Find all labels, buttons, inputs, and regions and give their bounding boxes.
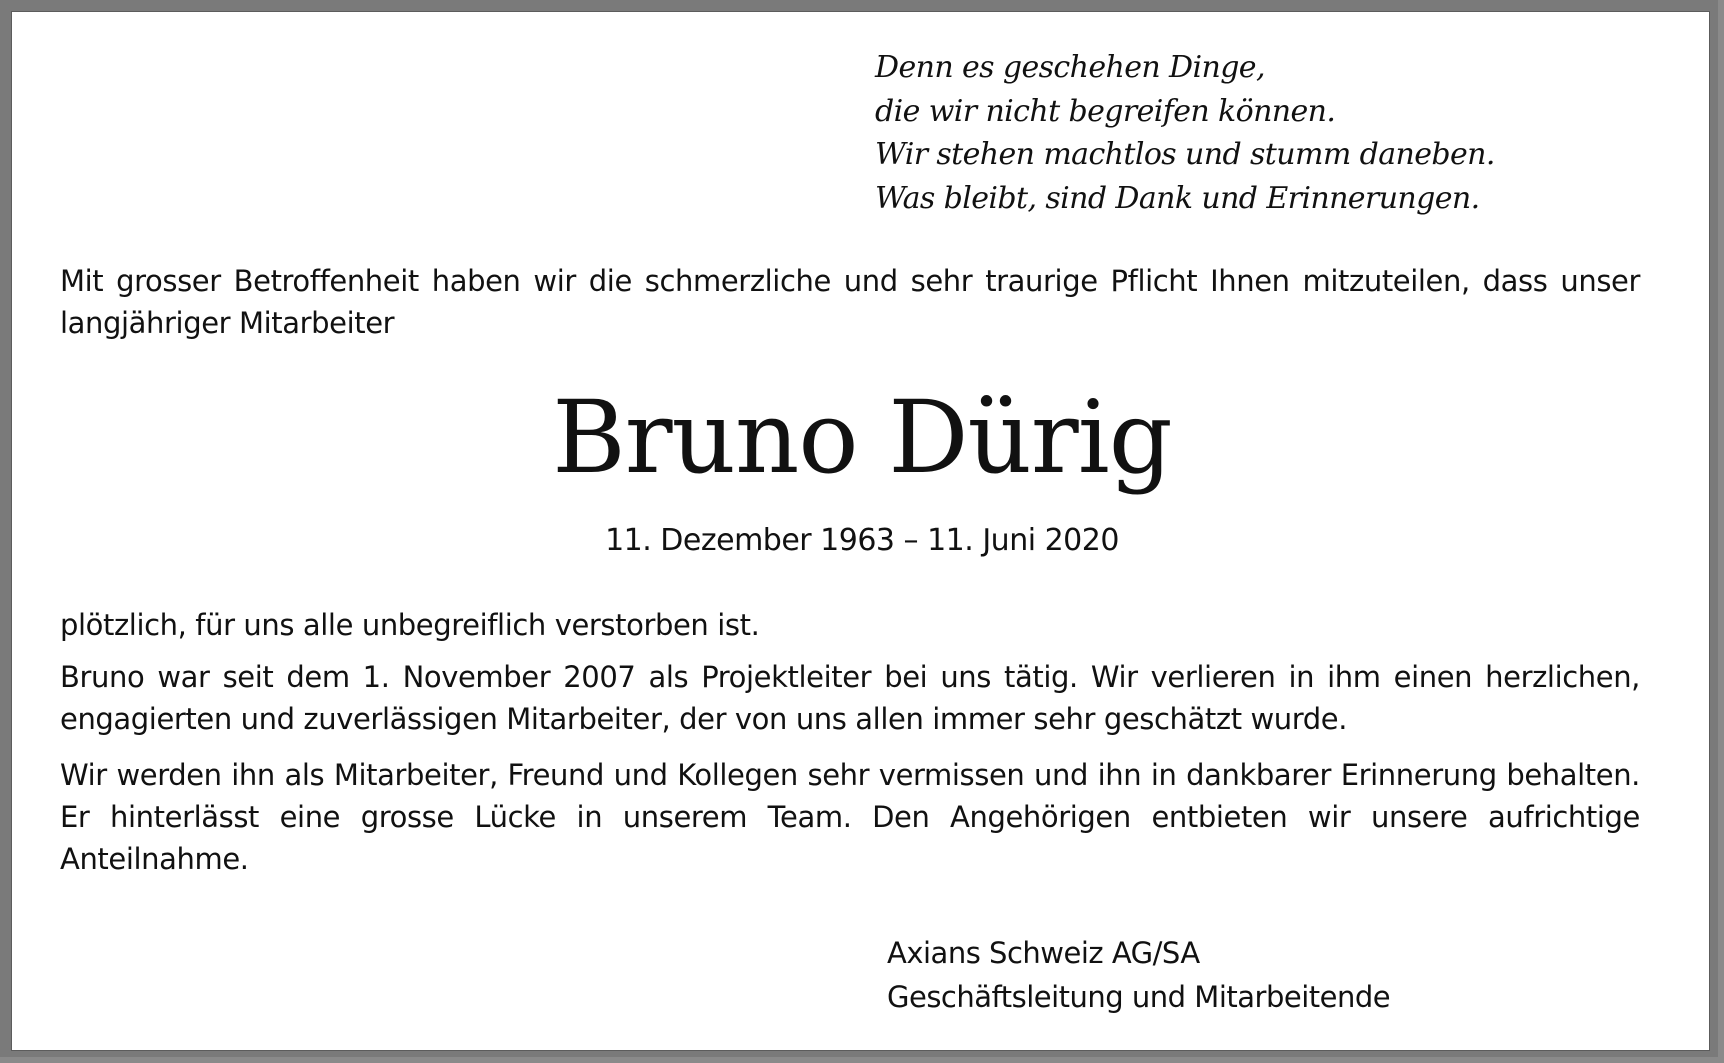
deceased-name: Bruno Dürig (552, 379, 1172, 496)
verse-line: Was bleibt, sind Dank und Erinnerungen. (875, 180, 1480, 216)
career-paragraph: Bruno war seit dem 1. November 2007 als Projektleiter bei uns tätig. Wir verlieren in ihm einen herzlichen, engagierten und zuverlässigen Mitarbeiter, der von uns allen immer sehr geschätzt wurde. (60, 660, 1640, 736)
death-paragraph: plötzlich, für uns alle unbegreiflich verstorben ist. (60, 608, 760, 642)
verse-line: Denn es geschehen Dinge, (875, 50, 1265, 85)
memorial-verse (875, 46, 1495, 220)
intro-paragraph: Mit grosser Betroffenheit haben wir die schmerzliche und sehr traurige Pflicht Ihnen mitzuteilen, dass unser langjähriger Mitarbeiter (60, 264, 1640, 340)
signatory-group: Geschäftsleitung und Mitarbeitende (887, 980, 1391, 1014)
company-name: Axians Schweiz AG/SA (887, 936, 1200, 970)
page-edge-bottom (0, 1057, 1724, 1063)
life-dates: 11. Dezember 1963 – 11. Juni 2020 (605, 523, 1119, 558)
condolence-paragraph: Wir werden ihn als Mitarbeiter, Freund und Kollegen sehr vermissen und ihn in dankbarer Erinnerung behalten. Er hinterlässt eine grosse Lücke in unserem Team. Den Angehörigen entbieten wir unsere aufrichtige Anteilnahme. (60, 758, 1640, 876)
signature-block (887, 931, 1390, 1019)
verse-line: Wir stehen machtlos und stumm daneben. (875, 137, 1495, 172)
verse-line: die wir nicht begreifen können. (875, 93, 1336, 129)
